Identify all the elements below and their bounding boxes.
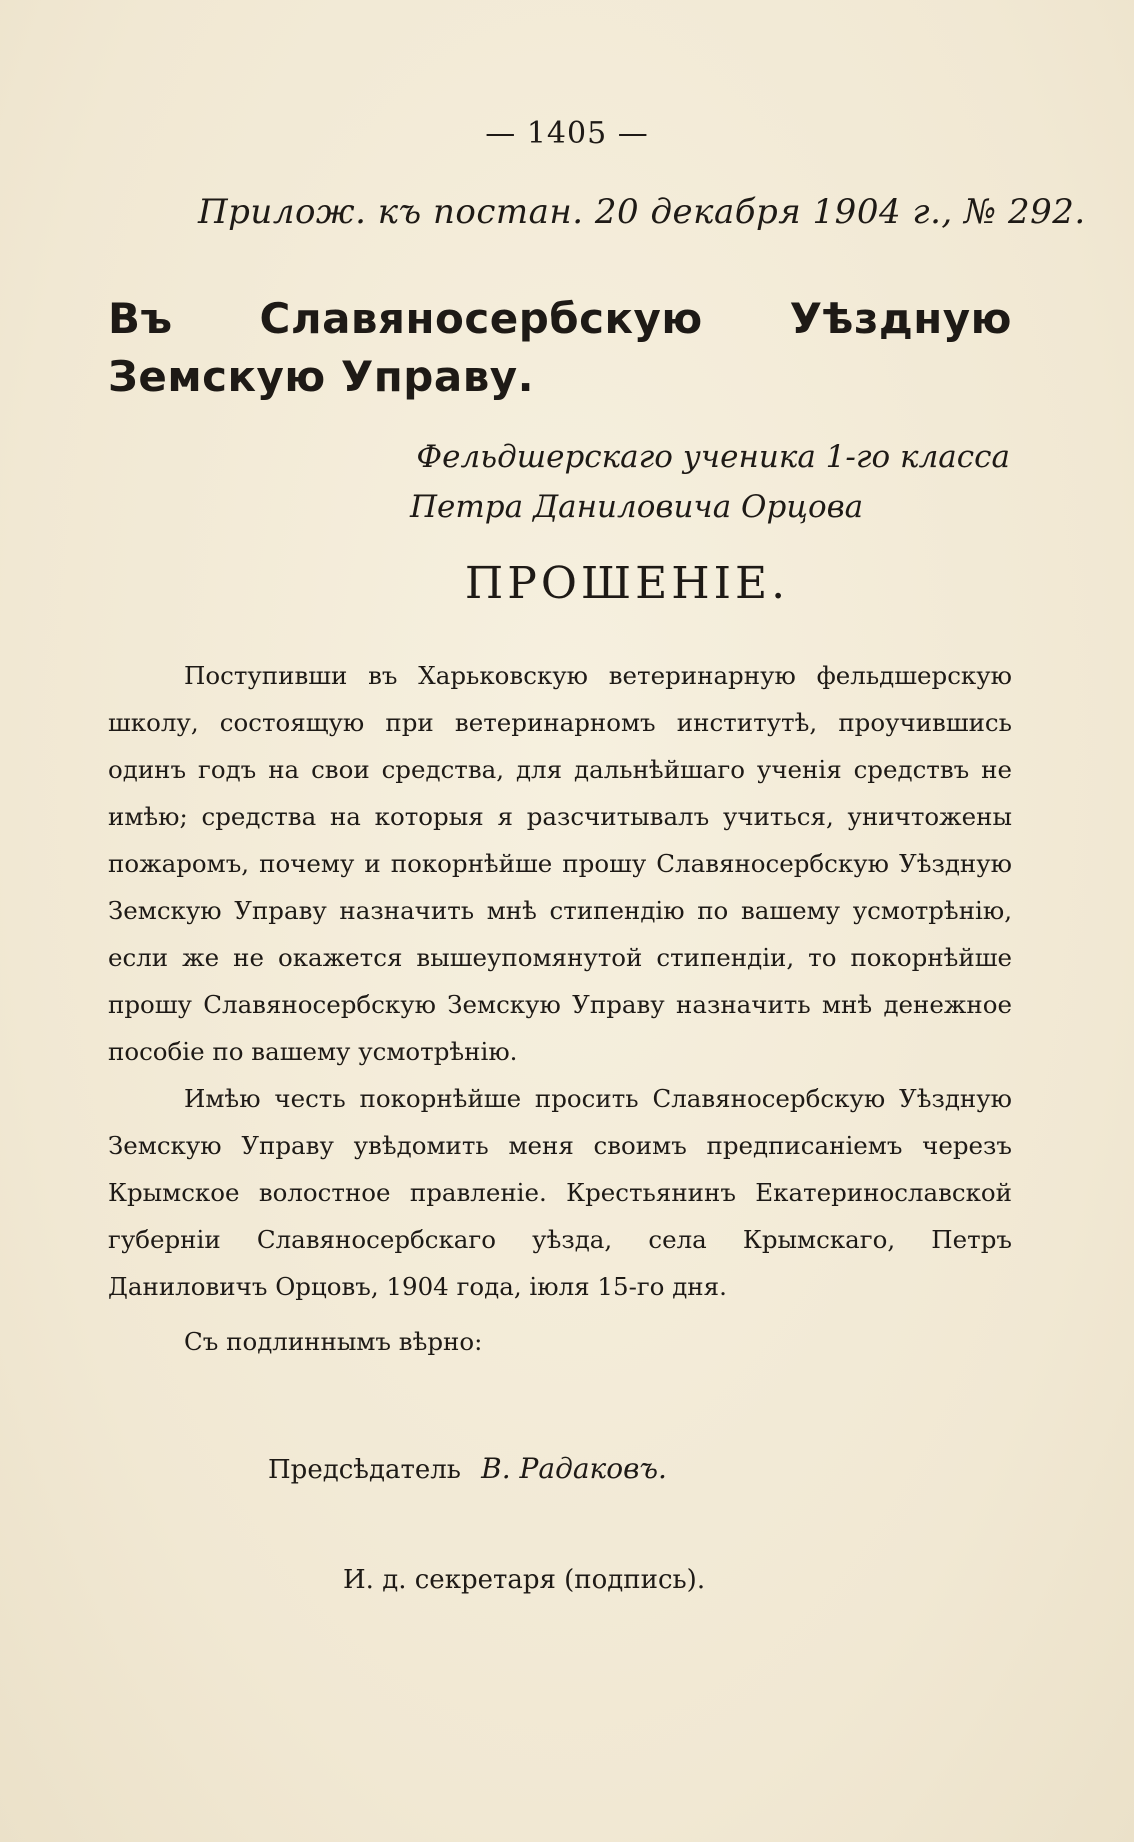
certified-copy-note: Съ подлиннымъ вѣрно: xyxy=(184,1327,483,1356)
attachment-reference: Прилож. къ постан. 20 декабря 1904 г., № 292. xyxy=(198,192,1086,232)
sender-name: Петра Даниловича Орцова xyxy=(410,489,864,525)
petition-paragraph: Поступивши въ Харьковскую ветеринарную фельдшерскую школу, состоящую при ветеринарномъ институтѣ, проучившись одинъ годъ на свои средства, для дальнѣйшаго ученія средствъ не имѣю; средства на которыя я разсчитывалъ учиться, уничтожены пожаромъ, почему и покорнѣйше прошу Славяносербскую Уѣздную Земскую Управу назначить мнѣ стипендію по вашему усмотрѣнію, если же не окажется вышеупомянутой стипендіи, то покорнѣйше прошу Славяносербскую Земскую Управу назначить мнѣ денежное пособіе по вашему усмотрѣнію. xyxy=(108,661,1012,1066)
chairman-title: Предсѣдатель xyxy=(268,1455,461,1485)
addressee-heading: Въ Славяносербскую Уѣздную Земскую Управу. xyxy=(108,294,1012,401)
chairman-name: В. Радаковъ. xyxy=(481,1452,667,1485)
sender-title: Фельдшерскаго ученика 1-го класса xyxy=(416,439,1010,475)
document-title: ПРОШЕНІЕ. xyxy=(464,558,790,609)
petition-paragraph: Имѣю честь покорнѣйше просить Славяносербскую Уѣздную Земскую Управу увѣдомить меня своимъ предписаніемъ черезъ Крымское волостное правленіе. Крестьянинъ Екатеринославской губерніи Славяносербскаго уѣзда, села Крымскаго, Петръ Даниловичъ Орцовъ, 1904 года, іюля 15-го дня. xyxy=(108,1084,1012,1301)
petition-body xyxy=(108,652,1012,1365)
chairman-signature xyxy=(268,1452,667,1485)
secretary-signature: И. д. секретаря (подпись). xyxy=(343,1565,706,1595)
sender-block xyxy=(200,432,1010,532)
page-number: — 1405 — xyxy=(485,116,649,151)
